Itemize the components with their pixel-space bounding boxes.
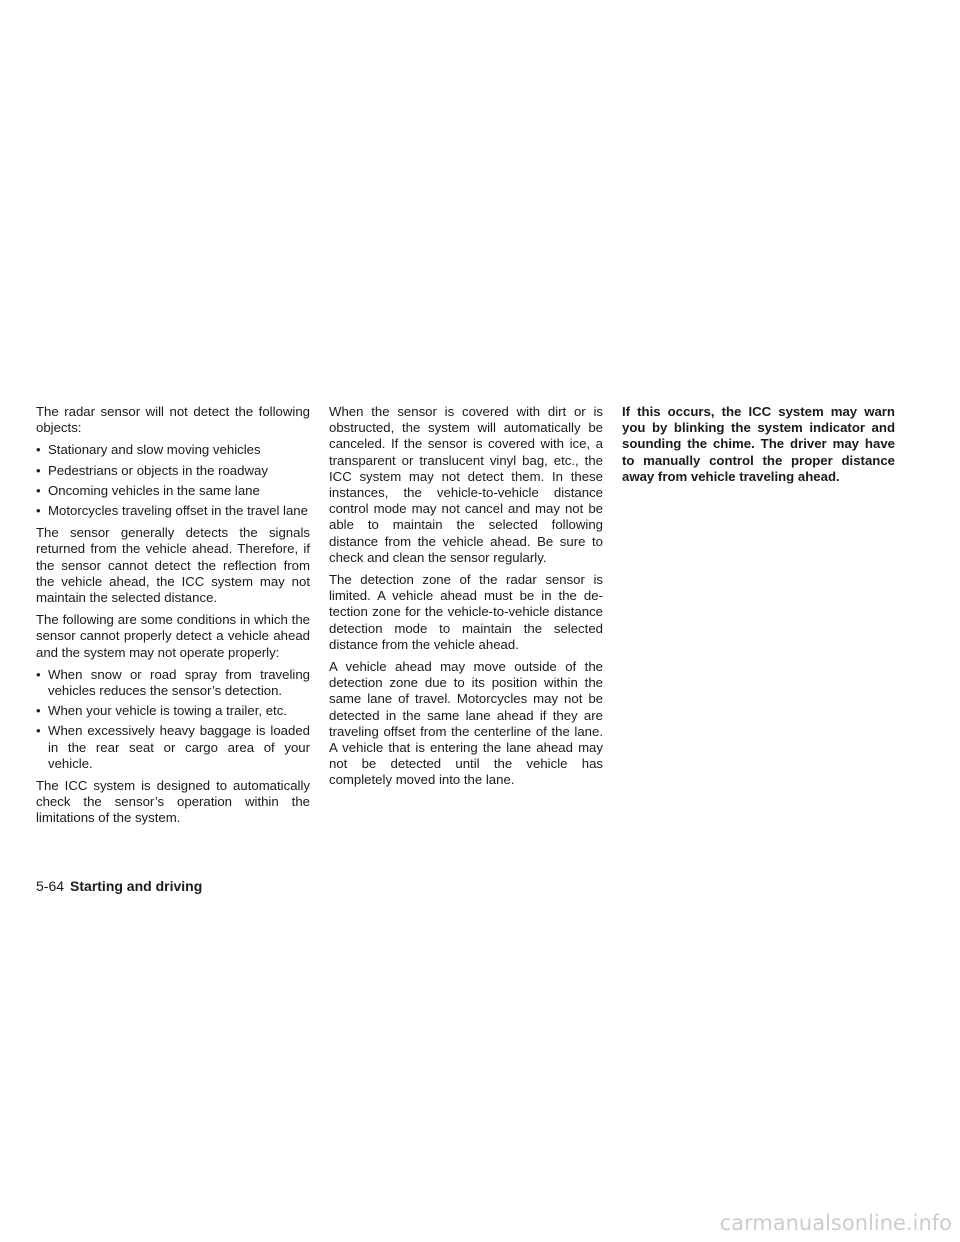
paragraph: When the sensor is covered with dirt or is obstructed, the system will automatically be canceled. If the sensor is covered with ice, a transparent or translucent vinyl bag, etc., the ICC system may not detect them. In these instances, the vehicle-to-vehicle distance control mode may not cancel and may not be able to maintain the selected following distance from the vehicle ahead. Be sure to check and clean the sensor regularly. <box>329 404 603 565</box>
section-title: Starting and driving <box>70 878 203 894</box>
list-item: • Stationary and slow moving vehicles <box>36 442 261 458</box>
list-item: • When excessively heavy baggage is loaded in the rear seat or cargo area of your vehicle. <box>36 723 310 771</box>
list-item: • Motorcycles traveling offset in the travel lane <box>36 503 308 519</box>
watermark: carmanualsonline.info <box>719 1211 952 1235</box>
list-item: • When your vehicle is towing a trailer, etc. <box>36 703 287 719</box>
bullet-list-undetected-objects <box>36 442 310 519</box>
text-column-2 <box>329 404 603 795</box>
bullet-icon: • <box>36 723 41 739</box>
bullet-icon: • <box>36 666 41 682</box>
list-item: • When snow or road spray from traveling vehicles reduces the sensor’s detection. <box>36 666 310 699</box>
page-footer <box>36 877 202 895</box>
bullet-icon: • <box>36 503 41 519</box>
bullet-icon: • <box>36 703 41 719</box>
text-column-1 <box>36 404 310 833</box>
paragraph: The ICC system is designed to automatically check the sensor’s operation within the limitations of the system. <box>36 778 310 826</box>
paragraph: The sensor generally detects the signals returned from the vehicle ahead. Therefore, if the sensor cannot detect the reflection from the vehicle ahead, the ICC system may not maintain the selected distance. <box>36 525 310 606</box>
paragraph: The following are some conditions in which the sensor cannot properly detect a vehicle ahead and the system may not operate properly: <box>36 612 310 660</box>
paragraph: The radar sensor will not detect the following objects: <box>36 404 310 436</box>
warning-paragraph: If this occurs, the ICC system may warn you by blinking the system indicator and sounding the chime. The driver may have to manually control the proper distance away from vehicle traveling ahead. <box>622 404 895 484</box>
bullet-list-conditions <box>36 667 310 772</box>
page-number: 5-64 <box>36 878 65 894</box>
list-item: • Pedestrians or objects in the roadway <box>36 462 268 478</box>
bullet-icon: • <box>36 482 41 498</box>
paragraph: The detection zone of the radar sensor is limited. A vehicle ahead must be in the detection zone for the vehicle-to-vehicle distance detection mode to maintain the selected distance from the vehicle ahead. <box>329 572 603 652</box>
bullet-icon: • <box>36 462 41 478</box>
bullet-icon: • <box>36 442 41 458</box>
text-column-3 <box>622 404 895 491</box>
paragraph: A vehicle ahead may move outside of the detection zone due to its position within the same lane of travel. Motorcycles may not be detected in the same lane ahead if they are traveling offset from the centerline of the lane. A vehicle that is entering the lane ahead may not be detected until the vehicle has completely moved into the lane. <box>329 659 603 788</box>
list-item: • Oncoming vehicles in the same lane <box>36 482 260 498</box>
